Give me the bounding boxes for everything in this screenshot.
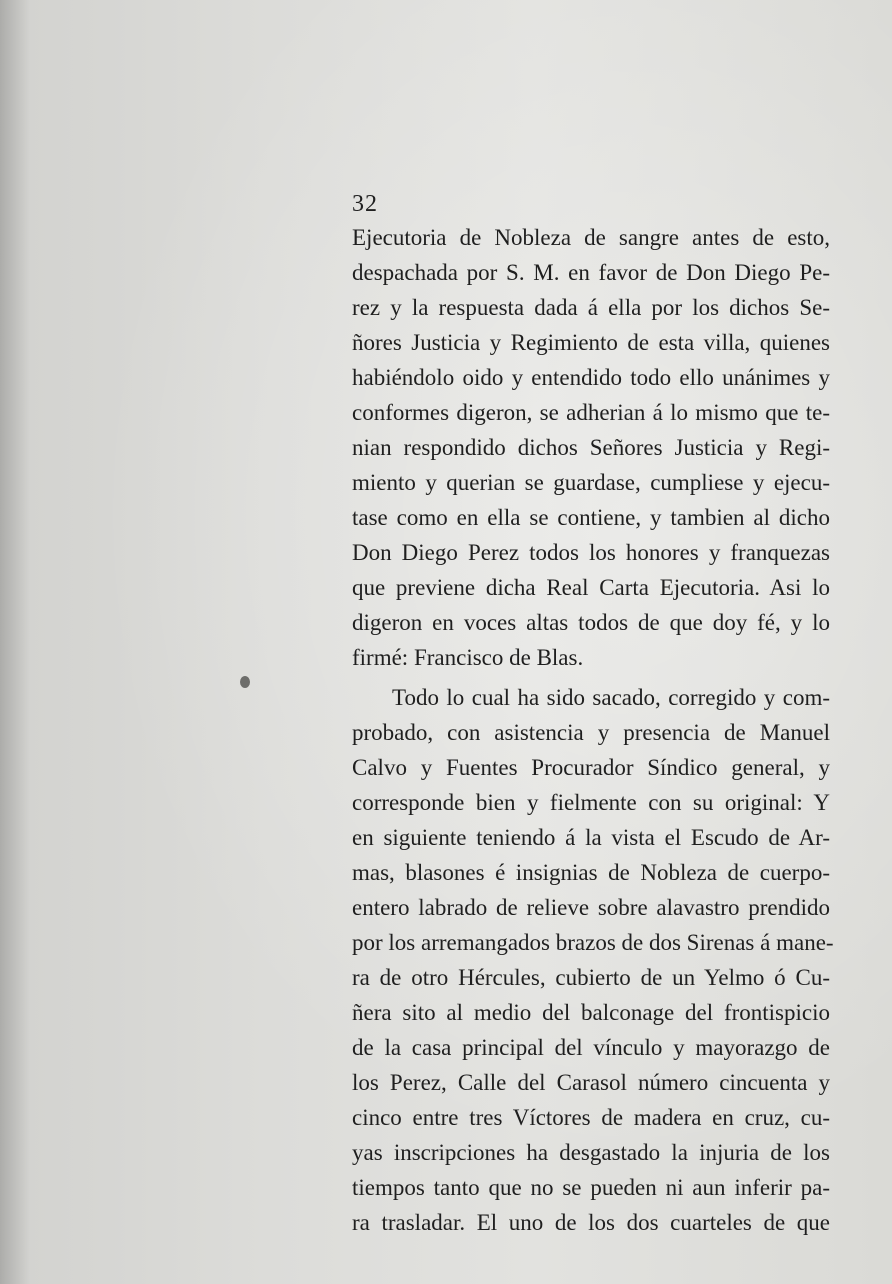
text-line: ñores Justicia y Regimiento de esta villa, quienes: [352, 330, 830, 355]
text-line: en siguiente teniendo á la vista el Escudo de Ar-: [352, 825, 830, 850]
text-line: firmé: Francisco de Blas.: [352, 645, 584, 670]
page-number: 32: [352, 191, 378, 217]
text-line: por los arremangados brazos de dos Sirenas á mane-: [352, 930, 834, 955]
text-line: Don Diego Perez todos los honores y franquezas: [352, 540, 830, 565]
text-line: digeron en voces altas todos de que doy fé, y lo: [352, 610, 830, 635]
text-line: habiéndolo oido y entendido todo ello unánimes y: [352, 365, 830, 390]
ink-speck: [240, 676, 250, 688]
text-line: rez y la respuesta dada á ella por los dichos Se-: [352, 295, 830, 320]
text-line: ra trasladar. El uno de los dos cuarteles de que: [352, 1210, 830, 1235]
text-line: tase como en ella se contiene, y tambien al dicho: [352, 505, 830, 530]
text-line: de la casa principal del vínculo y mayorazgo de: [352, 1035, 830, 1060]
text-line: mas, blasones é insignias de Nobleza de cuerpo-: [352, 860, 830, 885]
text-line: miento y querian se guardase, cumpliese y ejecu-: [352, 470, 830, 495]
binding-shadow: [0, 0, 30, 1284]
text-line: cinco entre tres Víctores de madera en cruz, cu-: [352, 1105, 830, 1130]
text-line: tiempos tanto que no se pueden ni aun inferir pa-: [352, 1175, 830, 1200]
text-line: yas inscripciones ha desgastado la injuria de los: [352, 1140, 830, 1165]
text-line: ra de otro Hércules, cubierto de un Yelmo ó Cu-: [352, 965, 830, 990]
text-line: Ejecutoria de Nobleza de sangre antes de esto,: [352, 225, 830, 250]
text-line: Calvo y Fuentes Procurador Síndico general, y: [352, 755, 830, 780]
paragraph-2: [352, 680, 834, 1240]
text-line: entero labrado de relieve sobre alavastro prendido: [352, 895, 830, 920]
text-line: que previene dicha Real Carta Ejecutoria. Asi lo: [352, 575, 830, 600]
text-block: [352, 190, 834, 1240]
text-line: los Perez, Calle del Carasol número cincuenta y: [352, 1070, 830, 1095]
text-line: conformes digeron, se adherian á lo mismo que te-: [352, 400, 830, 425]
text-line: despachada por S. M. en favor de Don Diego Pe-: [352, 260, 830, 285]
text-line: Todo lo cual ha sido sacado, corregido y com-: [392, 685, 830, 710]
text-line: probado, con asistencia y presencia de Manuel: [352, 720, 830, 745]
paragraph-1: [352, 220, 830, 675]
text-line: corresponde bien y fielmente con su original: Y: [352, 790, 830, 815]
text-line: ñera sito al medio del balconage del frontispicio: [352, 1000, 830, 1025]
text-line: nian respondido dichos Señores Justicia y Regi-: [352, 435, 830, 460]
